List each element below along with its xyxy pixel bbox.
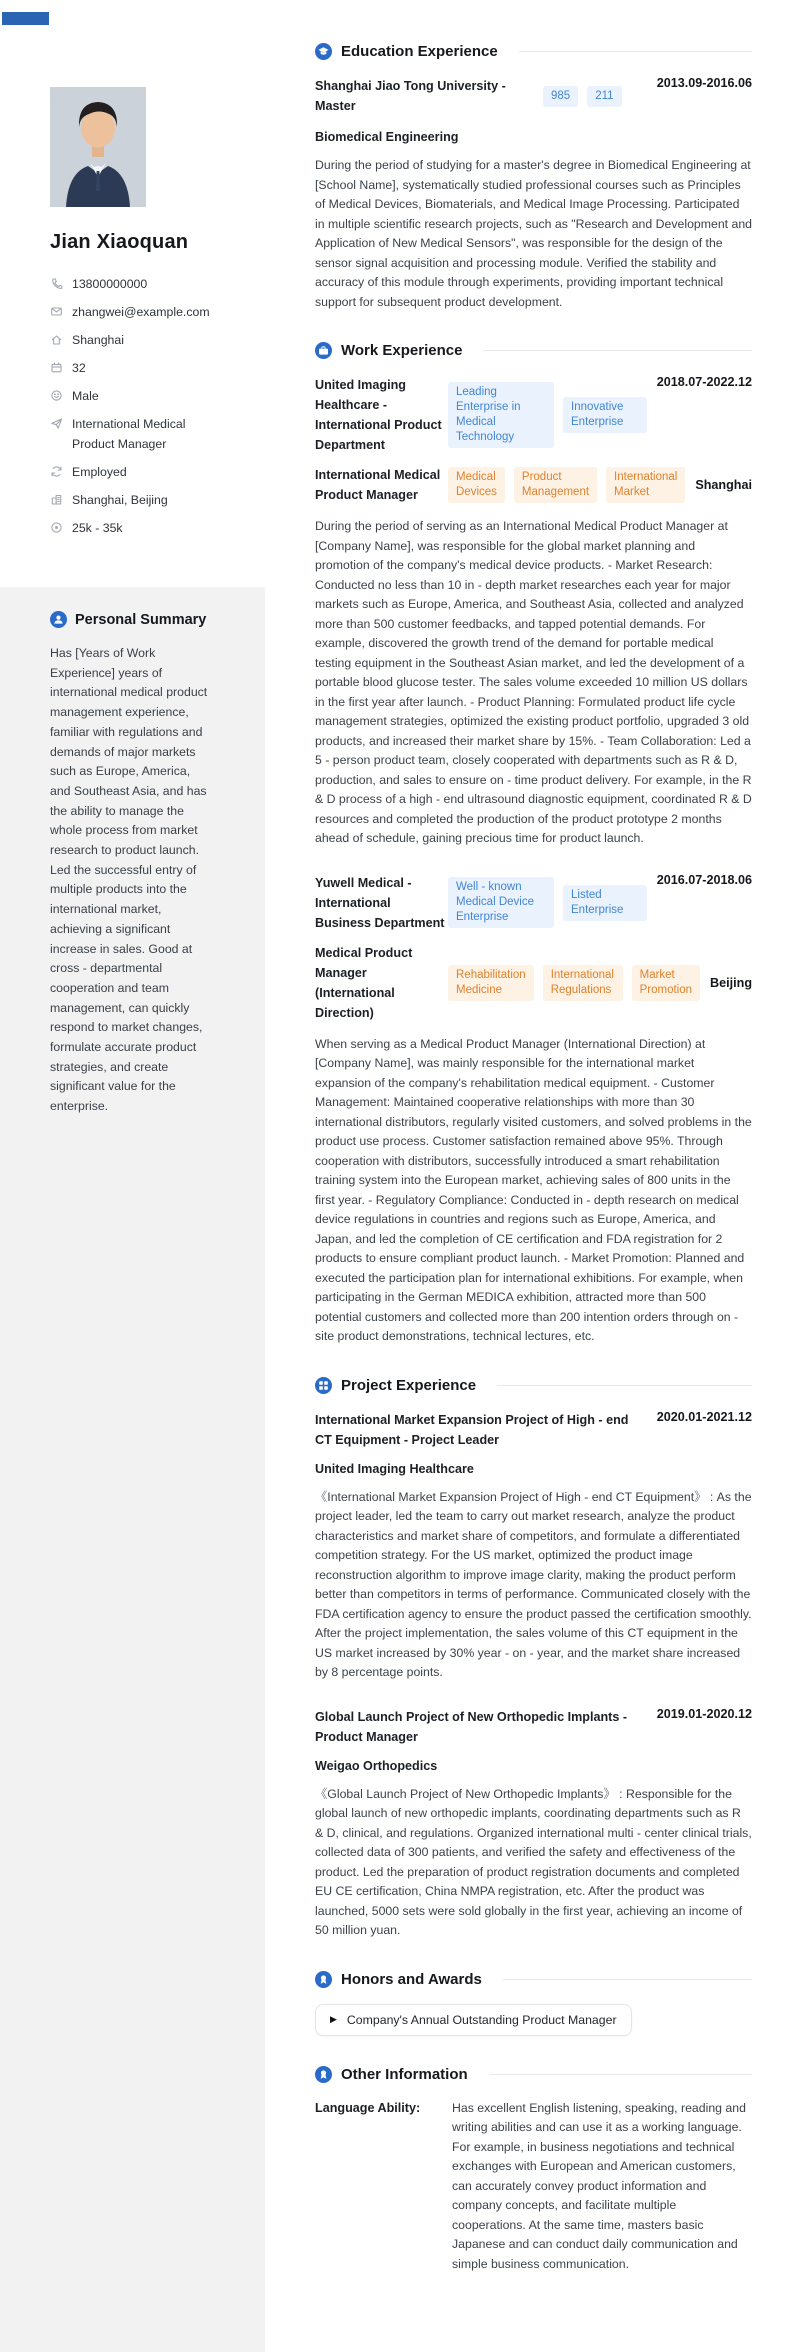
major-name: Biomedical Engineering (315, 130, 459, 144)
contact-job-title (50, 414, 215, 454)
contact-location (50, 330, 215, 350)
position-name: Medical Product Manager (International Direction) (315, 945, 413, 1020)
contact-value: Employed (72, 465, 127, 479)
job-title-icon (50, 417, 63, 430)
section-title: Honors and Awards (341, 1970, 482, 1988)
contact-value: zhangwei@example.com (72, 305, 210, 319)
briefcase-icon (315, 342, 332, 359)
grid-icon (315, 1377, 332, 1394)
position-row (315, 465, 752, 505)
contact-value: Male (72, 389, 99, 403)
contact-gender (50, 386, 215, 406)
sidebar (0, 0, 265, 2352)
city-icon (50, 493, 63, 506)
position-row (315, 943, 752, 1023)
contact-value: 32 (72, 361, 86, 375)
graduation-cap-icon (315, 43, 332, 60)
section-divider (519, 51, 752, 52)
position-tags (448, 467, 685, 503)
section-divider (483, 350, 752, 351)
company-badge: Well - known Medical Device Enterprise (448, 877, 554, 928)
honor-item-expander[interactable] (315, 2004, 632, 2036)
profile-photo (50, 87, 146, 207)
home-icon (50, 333, 63, 346)
company-badge: Innovative Enterprise (563, 397, 647, 433)
project-company: United Imaging Healthcare (315, 1461, 474, 1476)
other-info-header (315, 2066, 752, 2083)
project-entry (315, 1410, 752, 1683)
section-title: Work Experience (341, 342, 463, 359)
age-icon (50, 361, 63, 374)
project-header (315, 1377, 752, 1394)
education-date: 2013.09-2016.06 (656, 76, 753, 90)
project-title-row (315, 1707, 752, 1747)
school-name: Shanghai Jiao Tong University - Master (315, 79, 506, 113)
contact-list (50, 274, 215, 538)
avatar (50, 87, 146, 207)
work-entry (315, 873, 752, 1347)
contact-value: 13800000000 (72, 277, 148, 291)
contact-job-status (50, 462, 215, 482)
phone-icon (50, 277, 63, 290)
company-row (315, 375, 752, 455)
school-badge: 985 (543, 86, 578, 107)
section-divider (497, 1385, 752, 1386)
section-title: Other Information (341, 2065, 468, 2083)
resume-main (265, 0, 794, 2352)
other-info-section (315, 2066, 752, 2275)
education-entry-header (315, 76, 752, 116)
company-badge: Leading Enterprise in Medical Technology (448, 382, 554, 448)
section-divider (489, 2074, 752, 2075)
project-entry (315, 1707, 752, 1941)
person-icon (50, 611, 67, 628)
project-section (315, 1377, 752, 1941)
personal-summary-title: Personal Summary (75, 611, 207, 628)
section-title: Education Experience (341, 43, 498, 60)
work-section (315, 342, 752, 1347)
project-description: 《Global Launch Project of New Orthopedic Implants》 : Responsible for the global launch of new orthopedic implants, coordinating departments such as R & D, clinical, and regulations. Organized international multi - center clinical trials, collected data of 300 patients, and verified the safety and effectiveness of the product. Led the preparation of product registration documents and completed EU CE certification, China NMPA registration, etc. After the product was launched, 5000 sets were sold globally in the first year, achieving an income of 50 million yuan. (315, 1786, 752, 1937)
company-badge: Listed Enterprise (563, 885, 647, 921)
section-divider (503, 1979, 752, 1980)
project-date: 2019.01-2020.12 (656, 1706, 753, 1721)
work-entry (315, 375, 752, 849)
position-name: International Medical Product Manager (315, 468, 441, 502)
skill-tag: Market Promotion (632, 965, 700, 1001)
company-name: United Imaging Healthcare - International Product Department (315, 378, 442, 452)
skill-tag: Rehabilitation Medicine (448, 965, 534, 1001)
school-badges (543, 86, 622, 107)
contact-email (50, 302, 215, 322)
project-name: Global Launch Project of New Orthopedic Implants - Product Manager (315, 1709, 628, 1744)
section-title: Project Experience (341, 1376, 477, 1394)
contact-value: 25k - 35k (72, 521, 123, 535)
honor-item-label: Company's Annual Outstanding Product Manager (346, 2012, 617, 2027)
work-location: Beijing (710, 975, 753, 990)
language-ability-label: Language Ability: (315, 2100, 421, 2115)
work-header (315, 342, 752, 359)
language-ability-row (315, 2099, 752, 2275)
work-date: 2018.07-2022.12 (656, 375, 753, 389)
company-row (315, 873, 752, 933)
expand-arrow-icon: ▶ (330, 2014, 337, 2024)
project-title-row (315, 1410, 752, 1450)
email-icon (50, 305, 63, 318)
skill-tag: Product Management (514, 467, 597, 503)
project-company: Weigao Orthopedics (315, 1758, 438, 1773)
contact-salary (50, 518, 215, 538)
company-name: Yuwell Medical - International Business Department (315, 875, 445, 930)
work-location: Shanghai (695, 478, 753, 492)
honors-section (315, 1971, 752, 2036)
project-date: 2020.01-2021.12 (656, 1409, 753, 1424)
sidebar-profile (0, 0, 265, 587)
candidate-name: Jian Xiaoquan (50, 231, 189, 253)
medal-icon (315, 2066, 332, 2083)
skill-tag: International Market (606, 467, 685, 503)
company-badges (448, 382, 647, 448)
work-description: During the period of serving as an International Medical Product Manager at [Company Name], was responsible for the global market planning and promotion of the company's medical device products. - Market Research: Conducted no less than 10 in - depth market researches each year for major markets such as Europe, America, and Southeast Asia, collected and analyzed more than 500 customer feedbacks, and tapped potential demands. For example, discovered the growth trend of the demand for portable medical testing equipment in the Southeast Asian market, and led the development of a portable blood glucose tester. The sales volume exceeded 10 million US dollars in the first year after launch. - Product Planning: Formulated product life cycle management strategies, optimized the existing product portfolio, upgraded 3 old products, and increased their market share by 15%. - Team Collaboration: Led a 5 - person product team, closely cooperated with departments such as R & D, production, and sales to ensure on - time product delivery. For example, in the R & D process of a high - end ultrasound diagnostic equipment, coordinated R & D resources and completed the production of the product prototype 2 months ahead of schedule, gaining precious time for product launch. (315, 519, 752, 845)
contact-value: International Medical Product Manager (72, 417, 186, 451)
personal-summary-text: Has [Years of Work Experience] years of international medical product management experience, familiar with regulations and demands of major markets such as Europe, America, and Southeast Asia, and has the ability to manage the whole process from market research to product launch. Led the successful entry of multiple products into the international market, achieving a significant increase in sales. Good at cross - departmental cooperation and team management, can quickly respond to market changes, formulate accurate product strategies, and create significant value for the enterprise. (50, 646, 208, 1114)
contact-value: Shanghai (72, 333, 124, 347)
position-tags (448, 965, 700, 1001)
contact-phone (50, 274, 215, 294)
skill-tag: Medical Devices (448, 467, 505, 503)
skill-tag: International Regulations (543, 965, 623, 1001)
gender-icon (50, 389, 63, 402)
personal-summary-section (0, 587, 265, 2352)
contact-age (50, 358, 215, 378)
work-description: When serving as a Medical Product Manager (International Direction) at [Company Name], was mainly responsible for the international market expansion of the company's rehabilitation medical equipment. - Customer Management: Maintained cooperative relationships with more than 30 international distributors, regularly visited customers, and solved problems in the product use process. Customer satisfaction remained above 95%. Through cooperation with distributors, successfully introduced a smart rehabilitation training system into the European market, achieving sales of 800 units in the first year. - Regulatory Compliance: Conducted in - depth research on medical device regulations in countries and regions such as Europe, America, and Japan, and led the completion of CE certification and FDA registration for 2 products to ensure compliant product launch. - Market Promotion: Planned and executed the participation plan for international exhibitions. For example, when participating in the German MEDICA exhibition, attracted more than 500 potential customers and collected more than 200 intention orders through on - site product demonstrations, technical lectures, etc. (315, 1036, 752, 1343)
job-status-icon (50, 465, 63, 478)
personal-summary-header (50, 611, 211, 628)
honors-header (315, 1971, 752, 1988)
education-description: During the period of studying for a master's degree in Biomedical Engineering at [School Name], systematically studied professional courses such as Principles of Medical Devices, Biomaterials, and Medical Image Processing. Participated in multiple scientific research projects, such as "Research and Development and Application of New Medical Sensors", was responsible for the design of the sensor signal acquisition and processing module. Verified the stability and accuracy of this module through experiments, providing important technical support for subsequent product development. (315, 158, 753, 309)
project-name: International Market Expansion Project of High - end CT Equipment - Project Leader (315, 1412, 629, 1447)
contact-value: Shanghai, Beijing (72, 493, 168, 507)
education-section (315, 43, 752, 312)
school-badge: 211 (587, 86, 621, 107)
brand-mark (2, 12, 49, 25)
work-date: 2016.07-2018.06 (656, 872, 753, 887)
project-description: 《International Market Expansion Project of High - end CT Equipment》 : As the project leader, led the team to carry out market research, analyze the product characteristics and market share of competitors, and formulate a differentiated competition strategy. For the US market, optimized the product image reconstruction algorithm to improve image clarity, making the product perform better than competitors in terms of performance. Communicated closely with the FDA certification agency to ensure the product passed the certification smoothly. After the project implementation, the sales volume of this CT equipment in the US market increased by 30% year - on - year, and the market share increased by 8 percentage points. (315, 1489, 752, 1679)
education-header (315, 43, 752, 60)
language-ability-text: Has excellent English listening, speaking, reading and writing abilities and can use it as a working language. For example, in business negotiations and technical exchanges with European and American customers, can accurately convey product information and company concepts, and facilitate multiple cooperations. At the same time, masters basic Japanese and can conduct daily communication and simple business communication. (452, 2100, 746, 2271)
salary-icon (50, 521, 63, 534)
medal-icon (315, 1971, 332, 1988)
company-badges (448, 877, 647, 928)
contact-intended-city (50, 490, 215, 510)
